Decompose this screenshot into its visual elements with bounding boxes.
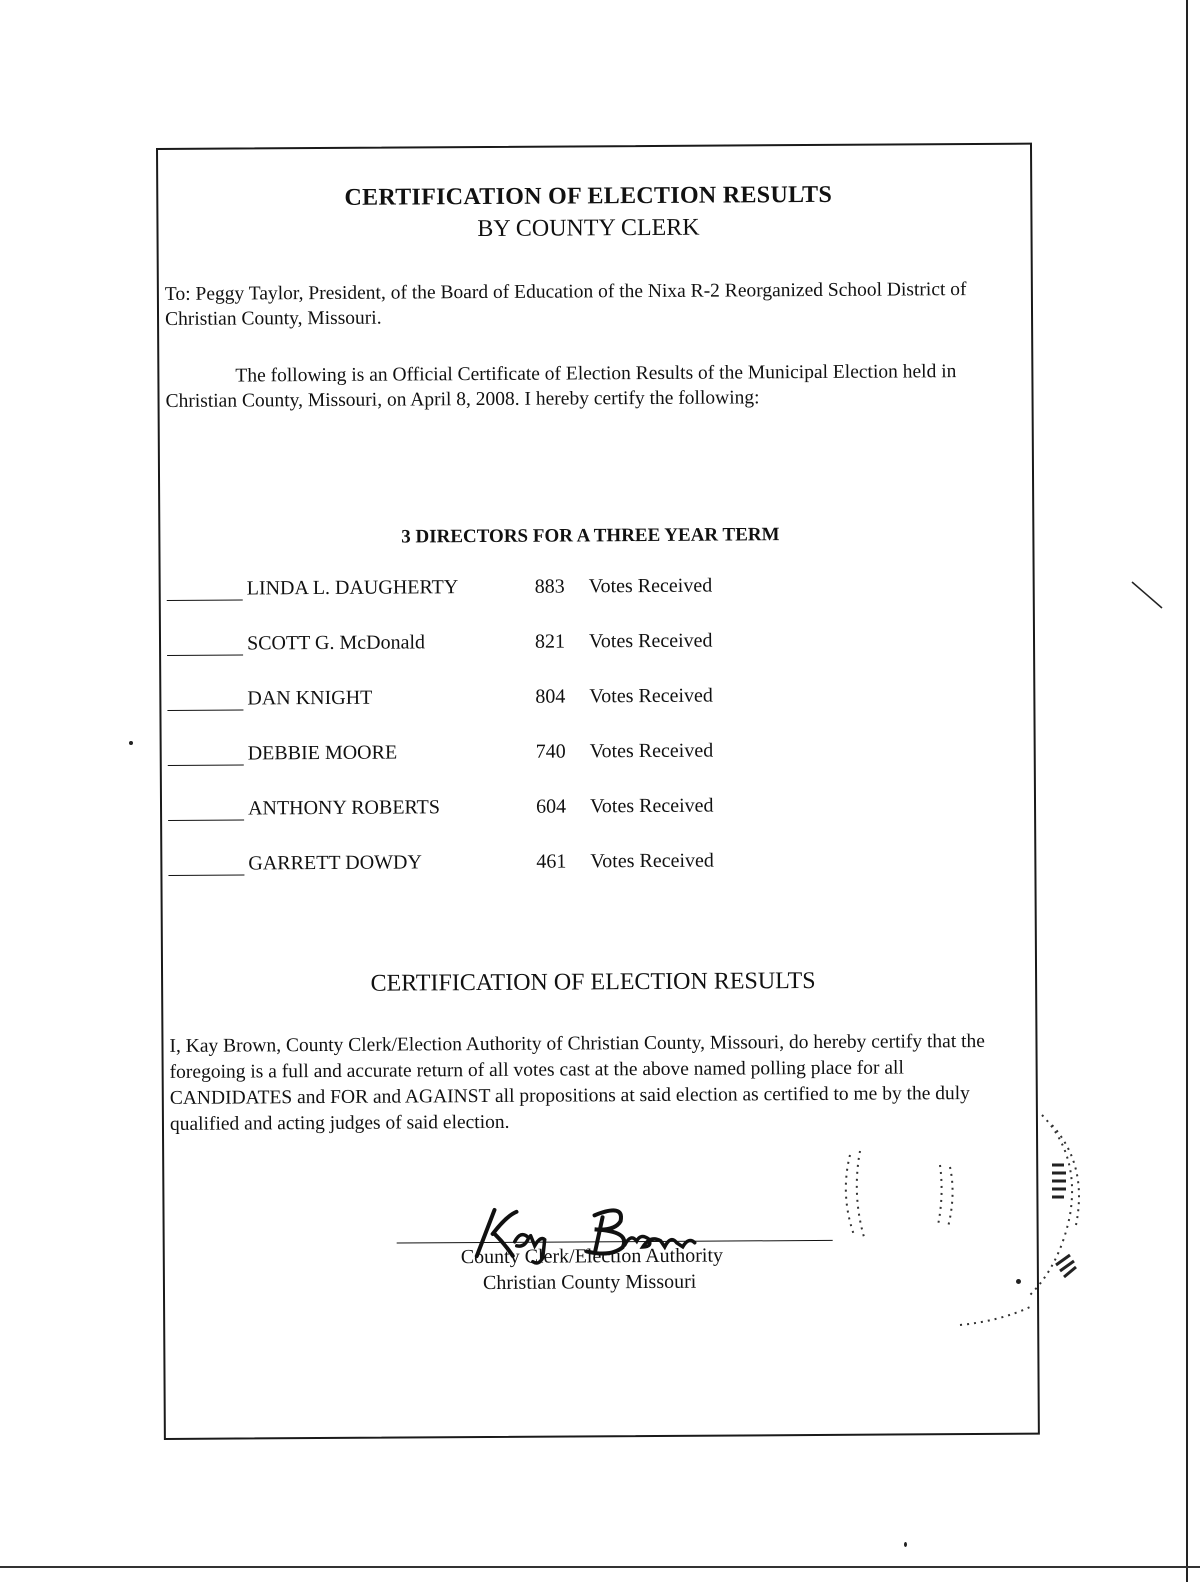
mark-blank [167, 654, 243, 655]
candidate-name: GARRETT DOWDY [248, 851, 422, 875]
candidate-name: ANTHONY ROBERTS [247, 796, 441, 820]
candidate-row [168, 794, 868, 828]
scan-edge-right [1186, 0, 1188, 1582]
intro-paragraph [165, 359, 985, 414]
mark-blank [167, 599, 243, 600]
votes-label: Votes Received [589, 684, 713, 708]
mark-blank [168, 819, 244, 820]
scan-speck [904, 1542, 907, 1547]
votes-label: Votes Received [589, 739, 714, 763]
candidate-name: DAN KNIGHT [247, 686, 373, 710]
votes-label: Votes Received [589, 794, 714, 818]
vote-count: 821 [534, 630, 566, 653]
embossed-seal-stamp [820, 1095, 1100, 1335]
vote-count: 740 [535, 740, 566, 763]
mark-blank [167, 709, 243, 710]
document-subtitle: BY COUNTY CLERK [477, 214, 700, 243]
signer-title: County Clerk/Election Authority [460, 1244, 724, 1269]
document-title: CERTIFICATION OF ELECTION RESULTS [344, 181, 833, 211]
scan-edge-bottom [0, 1566, 1200, 1568]
vote-count: 604 [535, 795, 567, 818]
mark-blank [168, 874, 244, 875]
candidate-name: DEBBIE MOORE [247, 741, 398, 765]
votes-label: Votes Received [588, 629, 713, 653]
vote-count: 883 [534, 575, 565, 598]
vote-count: 804 [535, 685, 566, 708]
signer-county: Christian County Missouri [482, 1270, 697, 1295]
addressee-paragraph: To: Peggy Taylor, President, of the Board of Education of the Nixa R-2 Reorganized School District of Christian County, Missouri. [164, 279, 967, 330]
mark-blank [168, 764, 244, 765]
candidate-row [168, 849, 868, 883]
candidate-row [167, 629, 867, 663]
candidate-row [167, 574, 867, 608]
race-title: 3 DIRECTORS FOR A THREE YEAR TERM [401, 524, 780, 548]
candidate-name: LINDA L. DAUGHERTY [246, 576, 459, 600]
certification-title: CERTIFICATION OF ELECTION RESULTS [370, 967, 816, 997]
scan-stroke-mark [1128, 578, 1168, 614]
scan-speck [1016, 1279, 1021, 1284]
certification-statement: I, Kay Brown, County Clerk/Election Authority of Christian County, Missouri, do hereby certify that the foregoing is a full and accurate return of all votes cast at the above named polling place for all CANDIDATES and FOR and AGAINST all propositions at said election as certified to me by the duly qualified and acting judges of said election. [169, 1030, 985, 1135]
votes-label: Votes Received [590, 849, 714, 873]
intro-text: The following is an Official Certificate of Election Results of the Municipal Election held in Christian County, Missouri, on April 8, 2008. I hereby certify the following: [165, 361, 957, 412]
votes-label: Votes Received [588, 574, 713, 598]
scan-speck [129, 741, 133, 745]
candidate-row [168, 739, 868, 773]
candidate-row [167, 684, 867, 718]
vote-count: 461 [536, 850, 567, 873]
candidate-name: SCOTT G. McDonald [246, 631, 426, 655]
